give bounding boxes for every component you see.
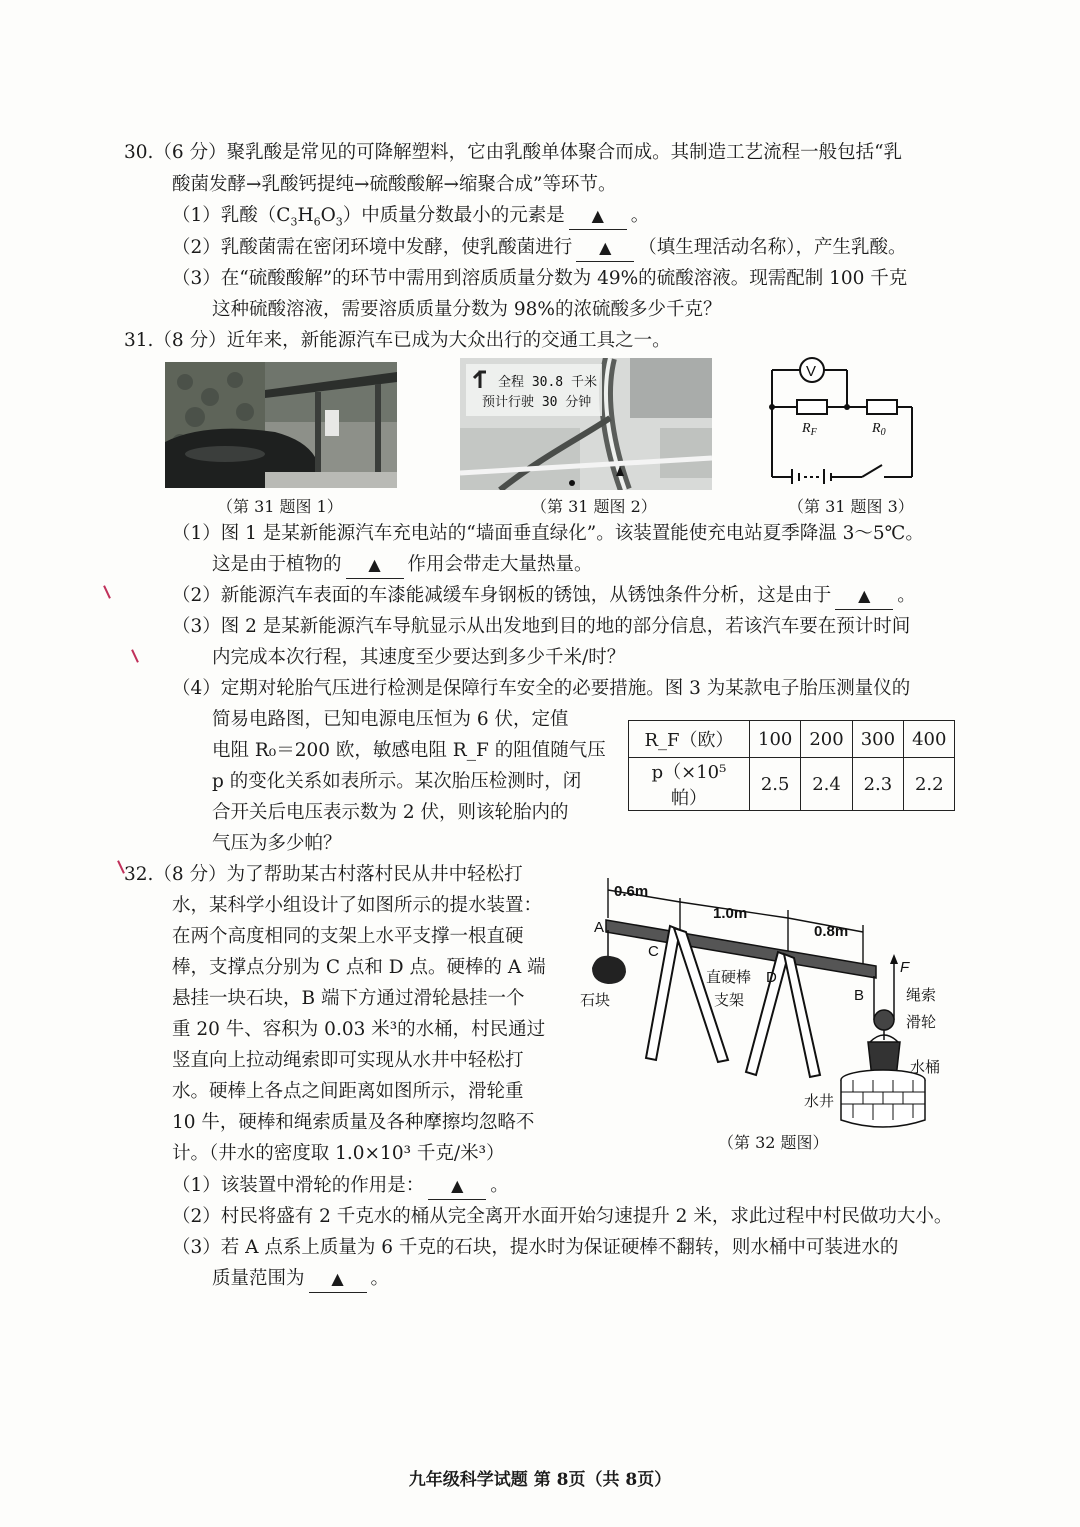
table-cell: 2.3 xyxy=(852,758,903,811)
q32-line2: 水，某科学小组设计了如图所示的提水装置： xyxy=(172,895,543,916)
q32-line9: 10 牛，硬棒和绳索质量及各种摩擦均忽略不 xyxy=(172,1112,535,1133)
fig32-caption: （第 32 题图） xyxy=(718,1133,829,1152)
q32-line8: 水。硬棒上各点之间距离如图所示，滑轮重 xyxy=(172,1081,524,1102)
fig1-caption: （第 31 题图 1） xyxy=(217,497,343,516)
answer-blank: ▲ xyxy=(346,552,404,579)
q32-line3: 在两个高度相同的支架上水平支撑一根直硬 xyxy=(172,926,524,947)
charging-station-photo xyxy=(165,362,397,488)
table-cell: 2.4 xyxy=(801,758,852,811)
rf-label: $R_F$ xyxy=(802,421,817,438)
water-lift-device-diagram xyxy=(578,870,950,1132)
q30-part3-line1: （3）在“硫酸酸解”的环节中需用到溶质质量分数为 49%的硫酸溶液。现需配制 100 千克 xyxy=(172,268,908,289)
well-label: 水井 xyxy=(804,1092,835,1110)
nav-time-text: 预计行驶 30 分钟 xyxy=(482,395,592,410)
q30-part2: （2）乳酸菌需在密闭环境中发酵，使乳酸菌进行 ▲ （填生理活动名称），产生乳酸。 xyxy=(172,235,907,262)
q30-line1: 30.（6 分）聚乳酸是常见的可降解塑料，它由乳酸单体聚合而成。其制造工艺流程一般包括“乳 xyxy=(124,142,903,163)
voltmeter-label: V xyxy=(806,363,817,380)
q31-part4-line4: p 的变化关系如表所示。某次胎压检测时，闭 xyxy=(212,771,582,792)
circuit-diagram xyxy=(762,352,922,484)
q31-part4-line1: （4）定期对轮胎气压进行检测是保障行车安全的必要措施。图 3 为某款电子胎压测量仪的 xyxy=(172,678,911,699)
table-row xyxy=(629,758,955,811)
rope-label: 绳索 xyxy=(906,986,937,1004)
dim-db-label: 0.8m xyxy=(814,923,849,940)
pen-mark xyxy=(131,649,139,663)
q32-line7: 竖直向上拉动绳索即可实现从水井中轻松打 xyxy=(172,1050,524,1071)
dim-cd-label: 1.0m xyxy=(713,905,748,922)
r0-label: $R_0$ xyxy=(872,421,886,438)
q31-part4-line6: 气压为多少帕？ xyxy=(212,833,342,854)
force-f-label: F xyxy=(900,959,910,976)
answer-blank: ▲ xyxy=(309,1266,367,1293)
pulley-label: 滑轮 xyxy=(906,1013,937,1031)
q32-line6: 重 20 牛、容积为 0.03 米³的水桶，村民通过 xyxy=(172,1019,546,1040)
answer-blank: ▲ xyxy=(576,235,634,262)
table-cell: 100 xyxy=(750,721,801,758)
q31-part4-line5: 合开关后电压表示数为 2 伏，则该轮胎内的 xyxy=(212,802,569,823)
q32-part2: （2）村民将盛有 2 千克水的桶从完全离开水面开始匀速提升 2 米，求此过程中村民做功大小。 xyxy=(172,1206,953,1227)
q31-part4-line2: 简易电路图，已知电源电压恒为 6 伏，定值 xyxy=(212,709,569,730)
nav-distance-text: 全程 30.8 千米 xyxy=(498,375,597,390)
table-header-rf: R_F（欧） xyxy=(629,721,750,758)
q31-part4-line3: 电阻 R₀＝200 欧，敏感电阻 R_F 的阻值随气压 xyxy=(212,740,606,761)
q32-part3-line2: 质量范围为 ▲ 。 xyxy=(212,1266,389,1293)
q32-line5: 悬挂一块石块，B 端下方通过滑轮悬挂一个 xyxy=(172,988,525,1009)
answer-blank: ▲ xyxy=(835,583,893,610)
table-row xyxy=(629,721,955,758)
rod-label: 直硬棒 xyxy=(706,968,752,986)
q30-part3-line2: 这种硫酸溶液，需要溶质质量分数为 98%的浓硫酸多少千克？ xyxy=(212,299,722,320)
fig2-caption: （第 31 题图 2） xyxy=(531,497,657,516)
table-cell: 2.2 xyxy=(904,758,955,811)
point-b-label: B xyxy=(854,987,865,1004)
q31-part3-line1: （3）图 2 是某新能源汽车导航显示从出发地到目的地的部分信息，若该汽车要在预计时间 xyxy=(172,616,911,637)
bucket-label: 水桶 xyxy=(910,1058,941,1076)
pressure-resistance-table xyxy=(628,720,955,811)
answer-blank: ▲ xyxy=(428,1173,486,1200)
page-footer: 九年级科学试题 第 8页（共 8页） xyxy=(408,1470,672,1490)
q31-part2: （2）新能源汽车表面的车漆能减缓车身钢板的锈蚀，从锈蚀条件分析，这是由于 ▲ 。 xyxy=(172,583,916,610)
point-c-label: C xyxy=(648,943,659,960)
q32-line1: 32.（8 分）为了帮助某古村落村民从井中轻松打 xyxy=(124,864,523,885)
q31-part3-line2: 内完成本次行程，其速度至少要达到多少千米/时？ xyxy=(212,647,626,668)
q32-part3-line1: （3）若 A 点系上质量为 6 千克的石块，提水时为保证硬棒不翻转，则水桶中可装进水的 xyxy=(172,1237,899,1258)
q32-line10: 计。（井水的密度取 1.0×10³ 千克/米³） xyxy=(172,1143,505,1164)
point-a-label: A xyxy=(594,919,605,936)
dim-ac-label: 0.6m xyxy=(614,883,649,900)
q32-part1: （1）该装置中滑轮的作用是： ▲ 。 xyxy=(172,1173,509,1200)
navigation-map xyxy=(460,358,712,490)
q30-line2: 酸菌发酵→乳酸钙提纯→硫酸酸解→缩聚合成”等环节。 xyxy=(172,174,617,195)
q31-line1: 31.（8 分）近年来，新能源汽车已成为大众出行的交通工具之一。 xyxy=(124,330,671,351)
pen-mark xyxy=(103,585,111,599)
q31-part1-line2: 这是由于植物的 ▲ 作用会带走大量热量。 xyxy=(212,552,593,579)
q31-part1-line1: （1）图 1 是某新能源汽车充电站的“墙面垂直绿化”。该装置能使充电站夏季降温 3～5℃。 xyxy=(172,523,924,544)
stand-label: 支架 xyxy=(714,991,745,1009)
table-header-p: p（×10⁵ 帕） xyxy=(629,758,750,811)
point-d-label: D xyxy=(766,969,777,986)
stone-label: 石块 xyxy=(580,991,611,1009)
table-cell: 200 xyxy=(801,721,852,758)
table-cell: 400 xyxy=(904,721,955,758)
q32-line4: 棒，支撑点分别为 C 点和 D 点。硬棒的 A 端 xyxy=(172,957,546,978)
answer-blank: ▲ xyxy=(569,203,627,230)
table-cell: 2.5 xyxy=(750,758,801,811)
q30-part1: （1）乳酸$(C_3H_6O_3)$中质量分数最小的元素是 ▲ 。 xyxy=(172,205,650,229)
table-cell: 300 xyxy=(852,721,903,758)
fig3-caption: （第 31 题图 3） xyxy=(788,497,914,516)
